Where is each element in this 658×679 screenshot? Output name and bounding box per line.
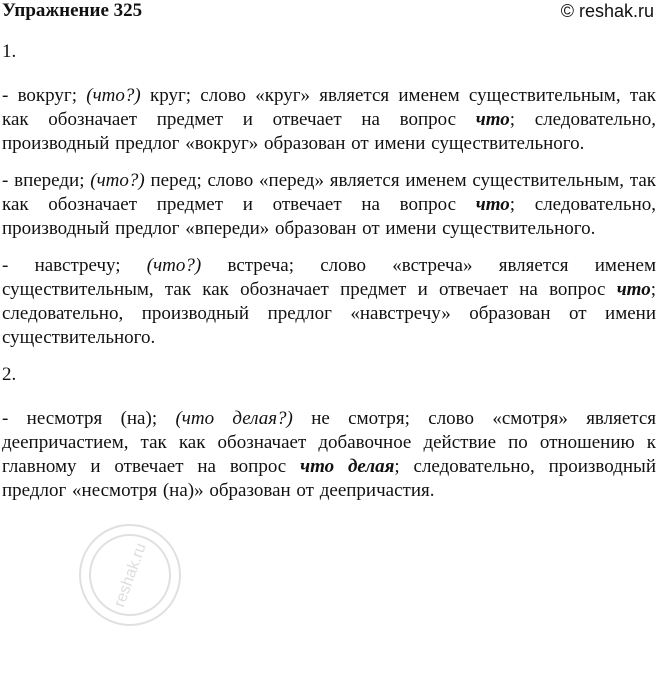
conclusion-text: ; следовательно, производный предлог «впереди» образован от имени существительного. [2,194,656,239]
bold-question: что [475,194,510,215]
answer-paragraph [2,254,656,350]
preposition-word: впереди; [14,170,85,191]
question-text: (что?) [90,170,145,191]
answer-paragraph [2,169,656,241]
exercise-title: Упражнение 325 [2,0,143,21]
bold-question: что [616,279,651,300]
answer-content [2,40,656,516]
reshak-watermark [60,500,200,650]
conclusion-text: ; следовательно, производный предлог «навстречу» образован от имени существительного. [2,279,656,348]
page-header [0,0,658,22]
conclusion-text: ; следовательно, производный предлог «вокруг» образован от имени существительного. [2,109,656,154]
preposition-word: вокруг; [17,85,77,106]
bold-question: что [475,109,510,130]
answer-paragraph [2,407,656,503]
dash: - [2,408,27,429]
dash: - [2,255,35,276]
section-number-2: 2. [2,364,17,385]
preposition-word: несмотря (на); [26,408,158,429]
explanation-text: перед; слово «перед» является именем существительным, так как обозначает предмет и отвечает на вопрос [2,170,657,215]
question-text: (что?) [86,85,141,106]
explanation-text: круг; слово «круг» является именем существительным, так как обозначает предмет и отвечает на вопрос [2,85,657,130]
explanation-text: не смотря; слово «смотря» является деепричастием, так как обозначает добавочное действие по отношению к главному и отвечает на вопрос [2,408,657,477]
section-number-1: 1. [2,41,17,62]
watermark-logo-icon [60,500,200,650]
conclusion-text: ; следовательно, производный предлог «несмотря (на)» образован от деепричастия. [2,456,656,501]
question-text: (что?) [146,255,202,276]
preposition-word: навстречу; [34,255,121,276]
dash: - [2,85,18,106]
dash: - [2,170,15,191]
answer-paragraph [2,84,656,156]
svg-text:reshak.ru: reshak.ru [111,540,150,610]
site-copyright: © reshak.ru [560,1,654,21]
explanation-text: встреча; слово «встреча» является именем существительным, так как обозначает предмет и отвечает на вопрос [2,255,657,300]
question-text: (что делая?) [175,408,293,429]
bold-question: что делая [300,456,395,477]
